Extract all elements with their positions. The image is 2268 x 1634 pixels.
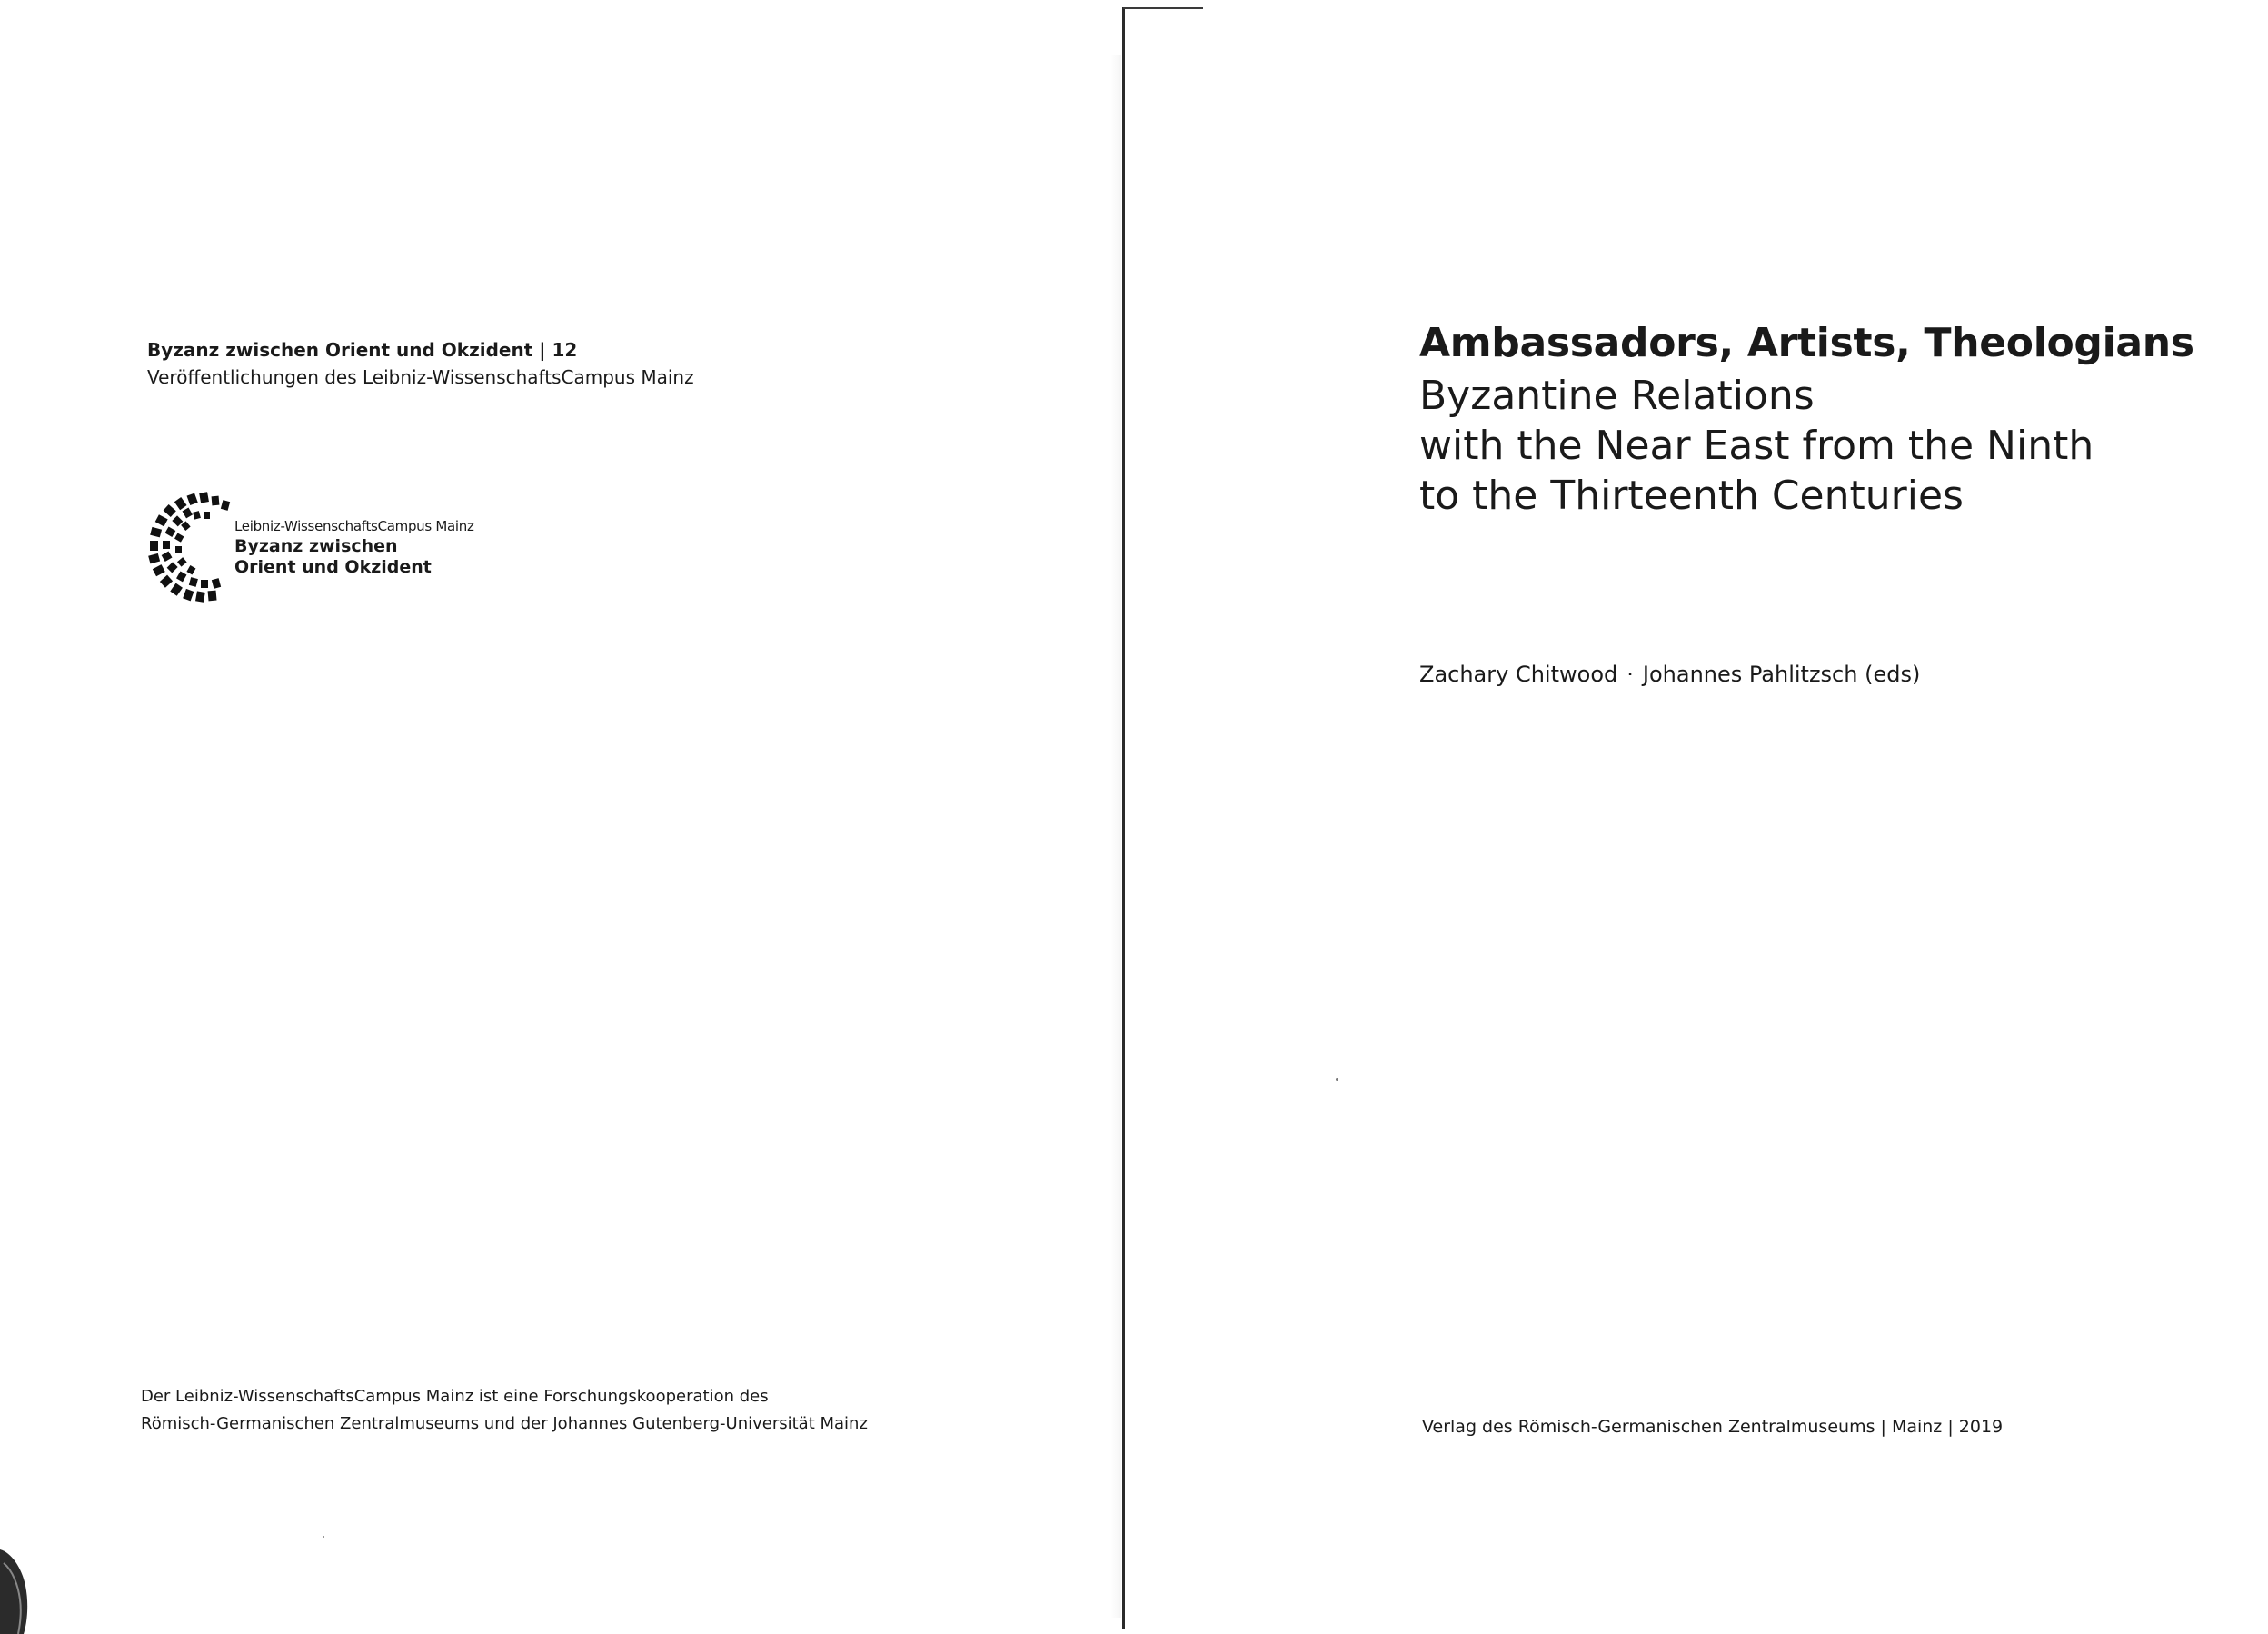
scan-speck [1336, 1078, 1338, 1081]
logo-line-byzanz: Byzanz zwischen [234, 536, 398, 556]
logo-line-orient: Orient und Okzident [234, 557, 432, 577]
right-page [1121, 0, 2268, 1634]
subtitle-line-1: Byzantine Relations [1419, 373, 1815, 419]
editors-line [1419, 662, 1920, 687]
editor-name: Johannes Pahlitzsch (eds) [1642, 662, 1921, 687]
scan-speck [323, 1536, 324, 1538]
subtitle-line-2: with the Near East from the Ninth [1419, 423, 2094, 469]
book-title: Ambassadors, Artists, Theologians [1419, 320, 2194, 366]
editor-separator: · [1626, 662, 1634, 687]
editor-name: Zachary Chitwood [1419, 662, 1618, 687]
left-page [0, 0, 1121, 1634]
logo-line-campus: Leibniz-WissenschaftsCampus Mainz [234, 518, 474, 534]
series-subtitle: Veröffentlichungen des Leibniz-WissenschaftsCampus Mainz [147, 366, 694, 388]
cooperation-note-line2: Römisch-Germanischen Zentralmuseums und der Johannes Gutenberg-Universität Mainz [141, 1414, 868, 1433]
campus-logo-icon [144, 489, 244, 607]
logo-wordmark [234, 518, 474, 578]
subtitle-line-3: to the Thirteenth Centuries [1419, 473, 1964, 519]
campus-logo [144, 489, 543, 607]
publisher-imprint: Verlag des Römisch-Germanischen Zentralmuseums | Mainz | 2019 [1422, 1417, 2004, 1437]
cooperation-note-line1: Der Leibniz-WissenschaftsCampus Mainz ist eine Forschungskooperation des [141, 1387, 769, 1406]
scanner-thumb-shadow [0, 1545, 33, 1634]
gutter-shadow [1110, 55, 1121, 1618]
series-title: Byzanz zwischen Orient und Okzident | 12 [147, 339, 578, 361]
book-subtitle [1419, 371, 2094, 521]
